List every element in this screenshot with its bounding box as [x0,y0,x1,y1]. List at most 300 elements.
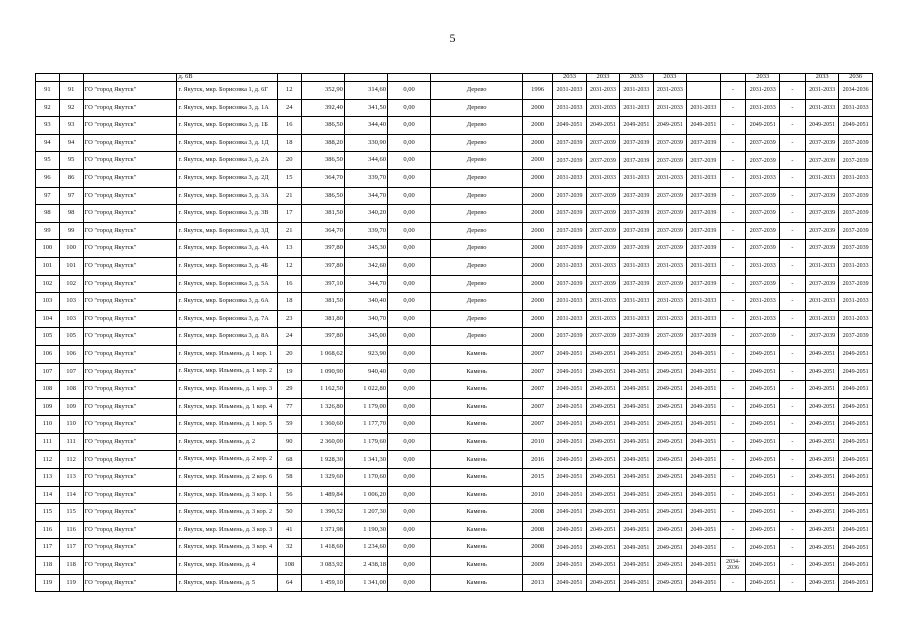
address-cell: г. Якутск, мкр. Борисовка 3, д. 1Д [177,134,277,152]
year-cell: 2037-2039 [687,328,720,346]
year-cell: 2049-2051 [586,504,619,522]
year-cell [779,74,805,82]
apartments-cell: 68 [277,451,301,469]
nonliving-area-cell: 0,00 [388,539,431,557]
total-area-cell: 1 162,50 [301,381,344,399]
year-cell: 2049-2051 [839,416,873,434]
apartments-cell: 20 [277,345,301,363]
address-cell: г. Якутск, мкр. Ильмень, д. 2 кор. 6 [177,469,277,487]
row-number-cell: 91 [36,82,60,100]
wall-material-cell: Камень [431,381,523,399]
build-year-cell: 2000 [523,117,553,135]
year-cell: 2049-2051 [553,469,586,487]
year-cell: - [720,486,746,504]
year-cell: 2037-2039 [746,152,779,170]
year-cell: 2031-2033 [653,169,686,187]
object-number-cell: 109 [59,398,83,416]
living-area-cell: 340,40 [344,293,387,311]
year-cell: 2037-2039 [746,134,779,152]
wall-material-cell: Дерево [431,187,523,205]
living-area-cell: 340,70 [344,310,387,328]
year-cell: 2049-2051 [687,398,720,416]
object-number-cell: 119 [59,574,83,592]
year-cell: 2037-2039 [805,134,838,152]
year-cell: 2031-2033 [553,257,586,275]
row-number-cell: 98 [36,205,60,223]
year-cell: 2037-2039 [553,328,586,346]
row-number-cell: 100 [36,240,60,258]
organization-cell: ГО "город Якутск" [83,574,177,592]
row-number-cell: 115 [36,504,60,522]
total-area-cell: 1 459,10 [301,574,344,592]
year-cell: - [779,205,805,223]
total-area-cell: 1 390,52 [301,504,344,522]
apartments-cell: 16 [277,117,301,135]
year-cell: 2049-2051 [586,557,619,575]
build-year-cell: 2000 [523,152,553,170]
wall-material-cell: Камень [431,363,523,381]
living-area-cell: 345,30 [344,240,387,258]
year-cell: - [779,398,805,416]
year-cell: 2049-2051 [620,381,653,399]
year-cell: 2037-2039 [620,240,653,258]
year-cell: 2037-2039 [746,328,779,346]
living-area-cell: 1 006,20 [344,486,387,504]
apartments-cell: 21 [277,187,301,205]
table-row [36,504,873,522]
year-cell: 2037-2039 [586,222,619,240]
wall-material-cell: Дерево [431,134,523,152]
build-year-cell: 2000 [523,328,553,346]
total-area-cell: 3 083,92 [301,557,344,575]
object-number-cell: 111 [59,433,83,451]
year-cell: 2037-2039 [653,275,686,293]
row-number-cell: 92 [36,99,60,117]
total-area-cell: 1 360,60 [301,416,344,434]
row-number-cell: 101 [36,257,60,275]
year-cell: - [779,416,805,434]
year-cell: 2037-2039 [805,275,838,293]
year-cell: 2037-2039 [586,205,619,223]
address-cell: г. Якутск, мкр. Борисовка 3, д. 3В [177,205,277,223]
object-number-cell: 114 [59,486,83,504]
year-cell: - [779,486,805,504]
year-cell: 2049-2051 [586,381,619,399]
year-cell: 2031-2033 [620,257,653,275]
address-cell: г. Якутск, мкр. Борисовка 1, д. 6Г [177,82,277,100]
year-cell: 2037-2039 [553,152,586,170]
year-cell: 2031-2033 [805,169,838,187]
year-cell: 2031-2033 [620,293,653,311]
table-row [36,328,873,346]
object-number-cell: 102 [59,275,83,293]
year-cell: 2037-2039 [687,275,720,293]
year-cell: 2049-2051 [805,451,838,469]
living-area-cell: 341,50 [344,99,387,117]
build-year-cell: 2007 [523,416,553,434]
year-cell: 2031-2033 [746,257,779,275]
year-cell: 2034-2036 [839,82,873,100]
year-cell: 2049-2051 [553,557,586,575]
year-cell: 2049-2051 [653,451,686,469]
nonliving-area-cell: 0,00 [388,486,431,504]
apartments-cell: 77 [277,398,301,416]
wall-material-cell: Камень [431,574,523,592]
living-area-cell: 940,40 [344,363,387,381]
year-cell: 2049-2051 [805,521,838,539]
year-cell: 2031-2033 [687,310,720,328]
wall-material-cell: Камень [431,416,523,434]
year-cell: 2037-2039 [653,187,686,205]
year-cell: 2037-2039 [805,328,838,346]
living-area-cell: 1 190,30 [344,521,387,539]
year-cell: 2049-2051 [586,363,619,381]
wall-material-cell: Камень [431,345,523,363]
row-number-cell: 99 [36,222,60,240]
living-area-cell: 342,60 [344,257,387,275]
object-number-cell: 113 [59,469,83,487]
year-cell: 2031-2033 [553,99,586,117]
year-cell: 2049-2051 [839,398,873,416]
year-cell: - [779,539,805,557]
nonliving-area-cell: 0,00 [388,169,431,187]
organization-cell: ГО "город Якутск" [83,504,177,522]
total-area-cell: 381,50 [301,293,344,311]
object-number-cell: 93 [59,117,83,135]
total-area-cell: 386,50 [301,117,344,135]
table-row [36,433,873,451]
year-cell: 2031-2033 [553,310,586,328]
apartments-cell: 21 [277,222,301,240]
build-year-cell: 2008 [523,504,553,522]
table-row [36,222,873,240]
living-area-cell: 1 341,00 [344,574,387,592]
year-cell: 2049-2051 [746,451,779,469]
address-cell: г. Якутск, мкр. Ильмень, д. 1 кор. 1 [177,345,277,363]
apartments-cell: 18 [277,293,301,311]
year-cell: 2037-2039 [653,328,686,346]
nonliving-area-cell: 0,00 [388,257,431,275]
living-area-cell: 345,00 [344,328,387,346]
address-cell: г. Якутск, мкр. Борисовка 3, д. 2Д [177,169,277,187]
year-cell: 2049-2051 [553,574,586,592]
wall-material-cell: Дерево [431,169,523,187]
year-cell: 2033 [805,74,838,82]
year-cell: 2049-2051 [687,451,720,469]
year-cell: 2049-2051 [620,433,653,451]
year-cell: 2037-2039 [687,240,720,258]
year-cell: - [720,293,746,311]
organization-cell: ГО "город Якутск" [83,557,177,575]
year-cell: 2049-2051 [553,398,586,416]
address-cell: г. Якутск, мкр. Ильмень, д. 3 кор. 1 [177,486,277,504]
year-cell: 2049-2051 [620,504,653,522]
year-cell: - [720,82,746,100]
year-cell: 2033 [746,74,779,82]
nonliving-area-cell: 0,00 [388,205,431,223]
organization-cell: ГО "город Якутск" [83,117,177,135]
build-year-cell: 2000 [523,187,553,205]
address-cell: г. Якутск, мкр. Борисовка 3, д. 1Б [177,117,277,135]
year-cell: - [720,381,746,399]
year-cell: 2049-2051 [805,363,838,381]
nonliving-area-cell: 0,00 [388,574,431,592]
year-cell: 2049-2051 [653,363,686,381]
table-row [36,381,873,399]
year-cell: 2037-2039 [746,205,779,223]
year-cell: 2049-2051 [653,557,686,575]
organization-cell: ГО "город Якутск" [83,433,177,451]
year-cell: - [779,222,805,240]
address-cell: г. Якутск, мкр. Ильмень, д. 3 кор. 2 [177,504,277,522]
organization-cell: ГО "город Якутск" [83,99,177,117]
year-cell: 2037-2039 [746,187,779,205]
year-cell: 2049-2051 [553,451,586,469]
total-area-cell: 364,70 [301,222,344,240]
year-cell: - [779,504,805,522]
year-cell: 2049-2051 [553,363,586,381]
year-cell: - [720,169,746,187]
year-cell: 2049-2051 [653,539,686,557]
total-area-cell: 1 068,62 [301,345,344,363]
year-cell: 2049-2051 [687,521,720,539]
year-cell: 2049-2051 [805,504,838,522]
year-cell: - [720,328,746,346]
organization-cell: ГО "город Якутск" [83,240,177,258]
build-year-cell: 2010 [523,486,553,504]
year-cell: 2049-2051 [653,433,686,451]
apartments-cell: 13 [277,240,301,258]
year-cell: 2037-2039 [586,152,619,170]
year-cell: - [779,257,805,275]
year-cell: 2049-2051 [839,117,873,135]
year-cell: 2049-2051 [586,451,619,469]
year-cell: 2037-2039 [839,328,873,346]
total-area-cell: 1 489,84 [301,486,344,504]
year-cell: 2049-2051 [653,486,686,504]
year-cell: - [779,134,805,152]
year-cell: 2033 [553,74,586,82]
living-area-cell: 2 438,18 [344,557,387,575]
year-cell: 2049-2051 [586,521,619,539]
year-cell: 2037-2039 [839,187,873,205]
wall-material-cell: Дерево [431,205,523,223]
apartments-cell: 90 [277,433,301,451]
year-cell: 2049-2051 [586,433,619,451]
year-cell: 2031-2033 [586,169,619,187]
nonliving-area-cell: 0,00 [388,451,431,469]
table-row [36,363,873,381]
table-body [36,74,873,592]
organization-cell: ГО "город Якутск" [83,486,177,504]
apartments-cell: 17 [277,205,301,223]
apartments-cell: 58 [277,469,301,487]
living-area-cell: 339,70 [344,169,387,187]
year-cell: 2049-2051 [553,345,586,363]
nonliving-area-cell: 0,00 [388,117,431,135]
object-number-cell: 92 [59,99,83,117]
total-area-cell: 381,80 [301,310,344,328]
total-area-cell: 1 418,60 [301,539,344,557]
total-area-cell: 1 090,90 [301,363,344,381]
table-row [36,99,873,117]
nonliving-area-cell: 0,00 [388,557,431,575]
build-year-cell: 2009 [523,557,553,575]
table-row [36,574,873,592]
nonliving-area-cell: 0,00 [388,99,431,117]
year-cell: 2049-2051 [839,486,873,504]
table-row [36,451,873,469]
address-cell: г. Якутск, мкр. Ильмень, д. 3 кор. 3 [177,521,277,539]
apartments-cell: 16 [277,275,301,293]
year-cell: 2031-2033 [620,169,653,187]
table-row [36,205,873,223]
year-cell: 2049-2051 [839,451,873,469]
total-area-cell: 1 928,30 [301,451,344,469]
year-cell: - [720,504,746,522]
year-cell: 2049-2051 [653,381,686,399]
object-number-cell: 101 [59,257,83,275]
year-cell: 2049-2051 [586,345,619,363]
organization-cell: ГО "город Якутск" [83,416,177,434]
year-cell: - [779,469,805,487]
build-year-cell: 2000 [523,99,553,117]
object-number-cell: 91 [59,82,83,100]
year-cell: 2037-2039 [553,205,586,223]
year-cell: 2049-2051 [687,539,720,557]
table-row [36,117,873,135]
address-cell: г. Якутск, мкр. Борисовка 3, д. 3А [177,187,277,205]
year-cell: 2037-2039 [620,222,653,240]
row-number-cell: 114 [36,486,60,504]
object-number-cell: 106 [59,345,83,363]
year-cell: 2037-2039 [553,275,586,293]
year-cell: 2031-2033 [746,82,779,100]
living-area-cell: 1 179,60 [344,433,387,451]
year-cell: 2049-2051 [839,504,873,522]
object-number-cell: 99 [59,222,83,240]
year-cell: 2031-2033 [620,310,653,328]
wall-material-cell: Камень [431,469,523,487]
year-cell: 2037-2039 [553,187,586,205]
year-cell: 2049-2051 [620,345,653,363]
year-cell: 2049-2051 [620,117,653,135]
row-number-cell: 96 [36,169,60,187]
object-number-cell: 112 [59,451,83,469]
row-number-cell: 111 [36,433,60,451]
year-cell: 2037-2039 [586,275,619,293]
year-cell: 2031-2033 [805,257,838,275]
year-cell [687,82,720,100]
address-cell: г. Якутск, мкр. Ильмень, д. 1 кор. 3 [177,381,277,399]
organization-cell: ГО "город Якутск" [83,152,177,170]
year-cell: - [720,275,746,293]
year-cell: 2031-2033 [553,293,586,311]
year-cell: 2031-2033 [687,293,720,311]
build-year-cell: 2010 [523,433,553,451]
address-cell: г. Якутск, мкр. Борисовка 3, д. 5А [177,275,277,293]
year-cell: - [720,521,746,539]
wall-material-cell: Дерево [431,152,523,170]
year-cell: 2031-2033 [586,257,619,275]
year-cell: 2031-2033 [553,82,586,100]
year-cell: 2049-2051 [746,469,779,487]
apartments-cell: 19 [277,363,301,381]
organization-cell: ГО "город Якутск" [83,345,177,363]
year-cell: 2049-2051 [839,521,873,539]
table-row [36,134,873,152]
apartments-cell: 41 [277,521,301,539]
year-cell: 2037-2039 [553,240,586,258]
organization-cell: ГО "город Якутск" [83,134,177,152]
year-cell: 2049-2051 [687,486,720,504]
address-cell: г. Якутск, мкр. Ильмень, д. 4 [177,557,277,575]
year-cell: 2049-2051 [653,521,686,539]
year-cell: 2049-2051 [746,574,779,592]
object-number-cell: 105 [59,328,83,346]
year-cell: 2031-2033 [746,293,779,311]
row-number-cell: 109 [36,398,60,416]
year-cell: 2049-2051 [805,381,838,399]
living-area-cell: 344,60 [344,152,387,170]
wall-material-cell: Дерево [431,293,523,311]
build-year-cell: 2007 [523,345,553,363]
wall-material-cell: Камень [431,433,523,451]
year-cell: 2049-2051 [839,433,873,451]
year-cell: - [720,257,746,275]
year-cell: 2049-2051 [746,117,779,135]
year-cell: 2049-2051 [553,539,586,557]
year-cell: - [720,152,746,170]
table-row [36,539,873,557]
year-cell: 2049-2051 [687,433,720,451]
year-cell: 2049-2051 [586,117,619,135]
year-cell: 2031-2033 [839,257,873,275]
year-cell: 2037-2039 [653,222,686,240]
row-number-cell: 113 [36,469,60,487]
apartments-cell: 12 [277,257,301,275]
year-cell: - [779,169,805,187]
year-cell: 2031-2033 [805,99,838,117]
apartments-cell: 18 [277,134,301,152]
nonliving-area-cell: 0,00 [388,187,431,205]
row-number-cell: 104 [36,310,60,328]
build-year-cell: 2000 [523,310,553,328]
living-area-cell: 1 341,30 [344,451,387,469]
year-cell: 2031-2033 [839,310,873,328]
build-year-cell: 2000 [523,293,553,311]
total-area-cell: 352,90 [301,82,344,100]
year-cell: - [779,99,805,117]
address-cell: г. Якутск, мкр. Ильмень, д. 2 кор. 2 [177,451,277,469]
year-cell: 2049-2051 [687,117,720,135]
year-cell: 2049-2051 [805,539,838,557]
object-number-cell: 116 [59,521,83,539]
year-cell: 2049-2051 [553,381,586,399]
year-cell: 2037-2039 [687,187,720,205]
year-cell: 2049-2051 [805,574,838,592]
object-number-cell: 98 [59,205,83,223]
year-cell: 2037-2039 [620,187,653,205]
wall-material-cell: Дерево [431,222,523,240]
row-number-cell: 119 [36,574,60,592]
year-cell: 2037-2039 [620,152,653,170]
year-cell: 2049-2051 [687,363,720,381]
year-cell: - [779,328,805,346]
nonliving-area-cell: 0,00 [388,433,431,451]
year-cell: 2049-2051 [620,469,653,487]
wall-material-cell: Дерево [431,275,523,293]
